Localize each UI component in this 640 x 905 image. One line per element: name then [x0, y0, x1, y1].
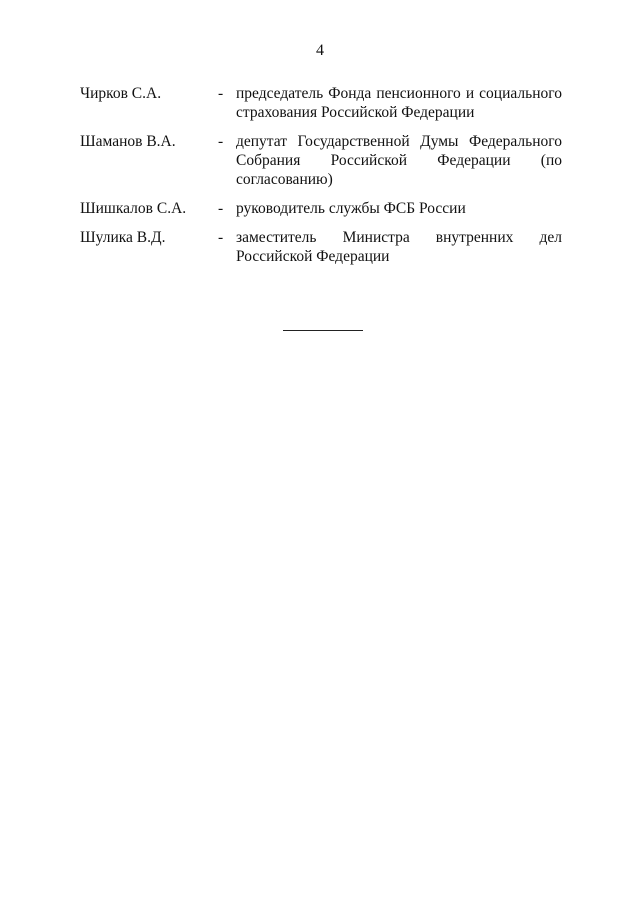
- list-item: [80, 132, 562, 189]
- member-name: Шаманов В.А.: [80, 133, 176, 150]
- page-number: 4: [316, 42, 324, 59]
- dash-separator: -: [218, 229, 224, 246]
- member-role: руководитель службы ФСБ России: [236, 200, 466, 217]
- member-name: Шулика В.Д.: [80, 229, 166, 246]
- dash-separator: -: [218, 200, 224, 217]
- dash-separator: -: [218, 133, 224, 150]
- member-role: председатель Фонда пенсионного и социального страхования Российской Федерации: [236, 85, 562, 121]
- list-item: [80, 84, 562, 122]
- end-rule-divider: [283, 330, 363, 331]
- member-name: Чирков С.А.: [80, 85, 162, 102]
- member-name: Шишкалов С.А.: [80, 200, 187, 217]
- list-item: [80, 228, 562, 266]
- dash-separator: -: [218, 85, 224, 102]
- member-role: депутат Государственной Думы Федерального Собрания Российской Федерации (по согласованию): [236, 133, 562, 188]
- list-item: [80, 199, 562, 218]
- member-list: [80, 84, 562, 276]
- member-role: заместитель Министра внутренних дел Российской Федерации: [236, 229, 562, 265]
